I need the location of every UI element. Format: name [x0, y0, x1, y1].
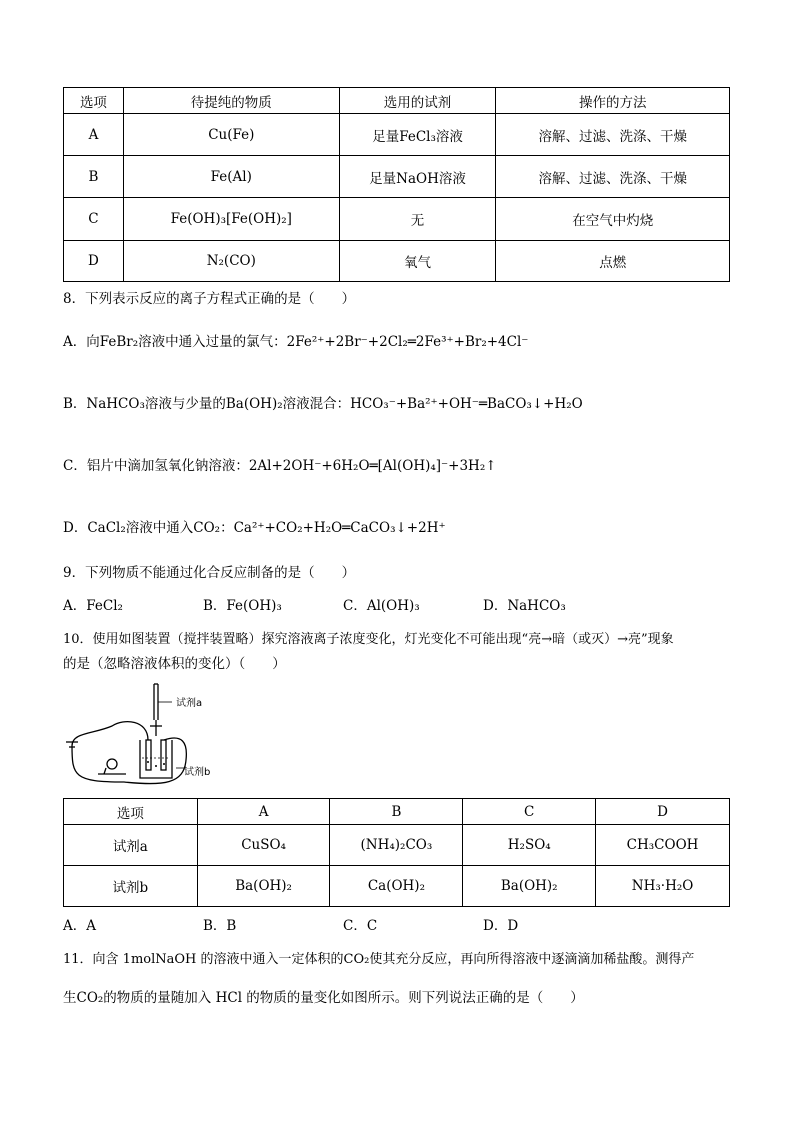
- table-header-row: [64, 799, 730, 825]
- q8-option-c-equation: 2Al+2OH⁻+6H₂O═[Al(OH)₄]⁻+3H₂↑: [248, 458, 497, 474]
- q10-stem-line1: 10．使用如图装置（搅拌装置略）探究溶液离子浓度变化，灯光变化不可能出现“亮→暗（或灭）→亮”现象: [63, 632, 674, 647]
- q8-option-d: [63, 516, 446, 536]
- reagent-b-cell: NH₃·H₂O: [596, 866, 730, 907]
- q10-option-d: D．D: [483, 918, 519, 934]
- purification-table: [63, 87, 730, 282]
- table-row: [64, 866, 730, 907]
- q8-option-c-label: C．铝片中滴加氢氧化钠溶液：: [63, 458, 249, 474]
- header-cell: 选用的试剂: [339, 88, 496, 114]
- q11-line2: 生CO₂的物质的量随加入 HCl 的物质的量变化如图所示。则下列说法正确的是（ ）: [63, 990, 584, 1006]
- q8-option-b-label: B．NaHCO₃溶液与少量的Ba(OH)₂溶液混合：: [63, 396, 351, 412]
- header-cell: 待提纯的物质: [123, 88, 339, 114]
- q8-option-b-equation: HCO₃⁻+Ba²⁺+OH⁻═BaCO₃↓+H₂O: [350, 396, 583, 412]
- method-cell: 在空气中灼烧: [496, 198, 730, 241]
- q10-option-a: A．A: [63, 918, 96, 934]
- substance-cell: Cu(Fe): [123, 114, 339, 156]
- reagent-b-cell: Ba(OH)₂: [463, 866, 596, 907]
- q9-option-c: C．Al(OH)₃: [343, 598, 420, 614]
- header-cell: D: [596, 799, 730, 825]
- circuit-wire: [72, 722, 186, 784]
- figure-label-reagent-b: 试剂b: [184, 767, 211, 778]
- reagent-a-cell: CuSO₄: [197, 825, 330, 866]
- q8-option-b: [63, 392, 583, 412]
- method-cell: 点燃: [496, 241, 730, 282]
- q8-option-a: [63, 330, 528, 350]
- q9-option-b: B．Fe(OH)₃: [203, 598, 282, 614]
- beaker: [140, 740, 172, 778]
- option-cell: D: [64, 241, 124, 282]
- q11-line1: 11．向含 1molNaOH 的溶液中通入一定体积的CO₂使其充分反应，再向所得溶液中逐滴滴加稀盐酸。测得产: [63, 952, 695, 967]
- reagent-table: [63, 798, 730, 907]
- table-row: [64, 825, 730, 866]
- header-cell: B: [330, 799, 463, 825]
- q8-option-c: [63, 454, 497, 474]
- q9-option-a: A．FeCl₂: [63, 598, 123, 614]
- reagent-cell: 足量FeCl₃溶液: [339, 114, 496, 156]
- table-row: [64, 241, 730, 282]
- q8-option-a-label: A．向FeBr₂溶液中通入过量的氯气：: [63, 334, 287, 350]
- q8-option-d-equation: Ca²⁺+CO₂+H₂O═CaCO₃↓+2H⁺: [233, 520, 446, 536]
- header-cell: A: [197, 799, 330, 825]
- q8-option-d-label: D．CaCl₂溶液中通入CO₂：: [63, 520, 234, 536]
- header-cell: C: [463, 799, 596, 825]
- reagent-a-cell: H₂SO₄: [463, 825, 596, 866]
- substance-cell: Fe(OH)₃[Fe(OH)₂]: [123, 198, 339, 241]
- table-header-row: [64, 88, 730, 114]
- reagent-cell: 足量NaOH溶液: [339, 156, 496, 198]
- q9-stem: 9．下列物质不能通过化合反应制备的是（ ）: [63, 565, 356, 581]
- table-row: [64, 114, 730, 156]
- header-cell: 操作的方法: [496, 88, 730, 114]
- q10-option-b: B．B: [203, 918, 237, 934]
- row-label-cell: 试剂b: [64, 866, 198, 907]
- header-cell: 选项: [64, 799, 198, 825]
- q10-stem-line2: 的是（忽略溶液体积的变化）（ ）: [63, 656, 286, 672]
- light-bulb: [107, 759, 117, 769]
- option-cell: A: [64, 114, 124, 156]
- q9-option-d: D．NaHCO₃: [483, 598, 566, 614]
- table-row: [64, 198, 730, 241]
- reagent-a-cell: CH₃COOH: [596, 825, 730, 866]
- row-label-cell: 试剂a: [64, 825, 198, 866]
- reagent-cell: 氧气: [339, 241, 496, 282]
- table-row: [64, 156, 730, 198]
- q8-option-a-equation: 2Fe²⁺+2Br⁻+2Cl₂═2Fe³⁺+Br₂+4Cl⁻: [286, 334, 529, 350]
- option-cell: C: [64, 198, 124, 241]
- q8-stem: 8．下列表示反应的离子方程式正确的是（ ）: [63, 291, 356, 307]
- substance-cell: N₂(CO): [123, 241, 339, 282]
- figure-label-reagent-a: 试剂a: [176, 698, 203, 709]
- substance-cell: Fe(Al): [123, 156, 339, 198]
- reagent-cell: 无: [339, 198, 496, 241]
- header-cell: 选项: [64, 88, 124, 114]
- reagent-b-cell: Ca(OH)₂: [330, 866, 463, 907]
- q10-option-c: C．C: [343, 918, 378, 934]
- reagent-a-cell: (NH₄)₂CO₃: [330, 825, 463, 866]
- method-cell: 溶解、过滤、洗涤、干燥: [496, 114, 730, 156]
- option-cell: B: [64, 156, 124, 198]
- method-cell: 溶解、过滤、洗涤、干燥: [496, 156, 730, 198]
- reagent-b-cell: Ba(OH)₂: [197, 866, 330, 907]
